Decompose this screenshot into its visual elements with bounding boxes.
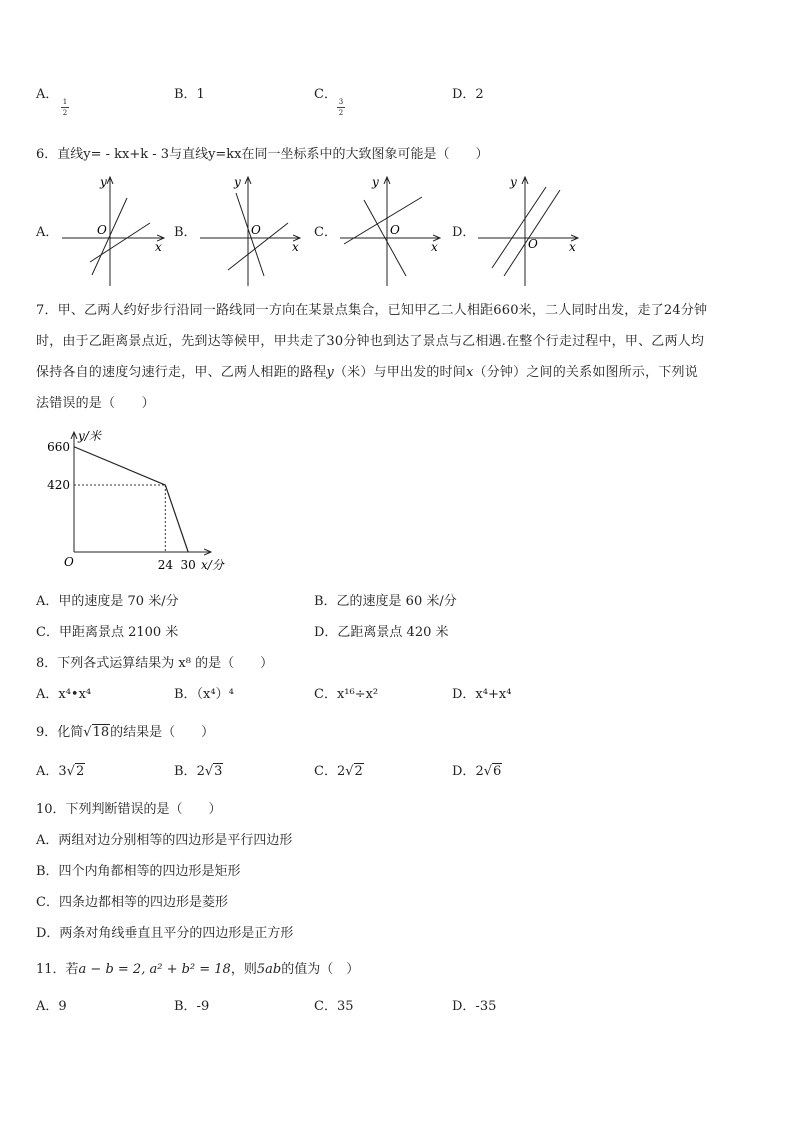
- q7-stem-text: （米）与甲出发的时间: [333, 365, 466, 380]
- q7-var-y: y: [326, 365, 334, 380]
- q11-stem-text: 的值为（ ）: [281, 962, 360, 977]
- axis-y-label: y: [234, 175, 241, 189]
- q6-graph-a: [62, 175, 164, 286]
- origin-label: O: [97, 223, 107, 237]
- axis-x-label: x: [155, 240, 162, 254]
- q5-option-a: A．: [36, 87, 59, 102]
- x-axis-label: x/分: [201, 558, 224, 572]
- q7-stem-line-4: 法错误的是（ ）: [36, 396, 155, 411]
- origin-label: O: [251, 223, 261, 237]
- axis-x-label: x: [431, 240, 438, 254]
- q7-option-b: B．乙的速度是 60 米/分: [314, 594, 457, 609]
- q11-stem: [36, 961, 359, 979]
- q5-option-c: C．: [314, 87, 337, 102]
- q7-var-x: x: [465, 365, 474, 380]
- series-line: [74, 447, 188, 552]
- line-neg-kx: [504, 190, 560, 276]
- option-label: D．: [452, 764, 476, 779]
- x-tick-label: 30: [180, 558, 196, 572]
- q10-option-a: A．两组对边分别相等的四边形是平行四边形: [36, 833, 293, 848]
- origin-label: O: [64, 555, 74, 569]
- sqrt-expression: √3: [204, 764, 223, 779]
- q10-option-c: C．四条边都相等的四边形是菱形: [36, 895, 228, 910]
- axis-y-label: y: [372, 175, 379, 189]
- axis-y-label: y: [510, 175, 517, 189]
- q7-chart: [36, 420, 246, 580]
- origin-label: O: [390, 223, 400, 237]
- q6-graph-d: [478, 175, 578, 286]
- q11-stem-text: ，则: [230, 962, 257, 977]
- q10-option-b: B．四个内角都相等的四边形是矩形: [36, 864, 241, 879]
- coefficient: 2: [196, 764, 205, 779]
- q7-stem-text: （分钟）之间的关系如图所示，下列说: [473, 365, 698, 380]
- q7-stem-text: 保持各自的速度匀速行走，甲、乙两人相距的路程: [36, 365, 327, 380]
- radicand: 3: [214, 764, 223, 779]
- axis-x-label: x: [569, 240, 576, 254]
- q9-stem-text: 9．化简: [36, 725, 84, 740]
- q9-stem-text: 的结果是（ ）: [110, 725, 215, 740]
- line-kx: [492, 187, 546, 268]
- q6-stem: 6．直线y= - kx+k - 3与直线y=kx在同一坐标系中的大致图象可能是（ ）: [36, 147, 489, 162]
- option-label: C．: [314, 764, 337, 779]
- q8-option-a: A．x⁴•x⁴: [36, 687, 92, 702]
- fraction-denominator: 2: [62, 109, 68, 117]
- q7-option-a: A．甲的速度是 70 米/分: [36, 594, 179, 609]
- axis-y-label: y: [100, 175, 107, 189]
- q8-option-b: B．（x⁴）⁴: [174, 687, 234, 702]
- coefficient: 2: [336, 764, 346, 779]
- y-axis-label: y/米: [78, 429, 101, 443]
- q9-option-b: [174, 763, 223, 781]
- q8-option-c: C．x¹⁶÷x²: [314, 687, 379, 702]
- q7-stem-line-2: 时，由于乙距离景点近，先到达等候甲，甲共走了30分钟也到达了景点与乙相遇.在整个行走过程中，甲、乙两人均: [36, 334, 705, 349]
- q5-option-d: D．2: [452, 87, 484, 102]
- sqrt-expression: √2: [345, 764, 363, 779]
- sqrt-expression: √6: [483, 764, 502, 779]
- sqrt-expression: √18: [83, 725, 110, 740]
- q5-option-b: B．1: [174, 87, 205, 102]
- q6-graph-c: [340, 175, 440, 286]
- q9-option-d: [452, 763, 502, 781]
- x-tick-label: 24: [157, 558, 173, 572]
- q6-option-d-label: D．: [452, 225, 476, 240]
- q6-graph-b: [200, 175, 300, 286]
- radicand: 18: [92, 725, 110, 740]
- q9-stem: [36, 724, 214, 742]
- q9-option-a: [36, 763, 85, 781]
- q11-equation: a − b = 2, a² + b² = 18: [78, 962, 231, 977]
- fraction-numerator: 3: [338, 98, 344, 106]
- q11-option-c: C．35: [314, 999, 354, 1014]
- q8-option-d: D．x⁴+x⁴: [452, 687, 512, 702]
- q11-expression: 5ab: [256, 962, 282, 977]
- radicand: 6: [493, 764, 502, 779]
- q7-stem: [36, 295, 758, 419]
- y-tick-label: 660: [47, 439, 70, 454]
- radicand: 2: [75, 764, 85, 779]
- q6-graphs: [0, 0, 794, 300]
- fraction-denominator: 2: [338, 109, 344, 117]
- fraction-numerator: 1: [62, 98, 68, 106]
- q7-option-c: C．甲距离景点 2100 米: [36, 625, 179, 640]
- q8-stem: 8．下列各式运算结果为 x⁸ 的是（ ）: [36, 656, 274, 671]
- sqrt-expression: √2: [66, 764, 85, 779]
- radicand: 2: [354, 764, 363, 779]
- q7-stem-line-1: 7．甲、乙两人约好步行沿同一路线同一方向在某景点集合，已知甲乙二人相距660米，二人同时出发，走了24分钟: [36, 303, 708, 318]
- option-label: B．: [174, 764, 197, 779]
- q10-stem: 10．下列判断错误的是（ ）: [36, 802, 222, 817]
- axis-x-label: x: [292, 240, 299, 254]
- q6-option-a-label: A．: [36, 225, 59, 240]
- coefficient: 3: [58, 764, 67, 779]
- y-tick-label: 420: [47, 478, 70, 493]
- origin-label: O: [528, 237, 538, 251]
- q11-stem-text: 11．若: [36, 962, 79, 977]
- q11-option-b: B．-9: [174, 999, 210, 1014]
- q9-option-c: [314, 763, 364, 781]
- q10-option-d: D．两条对角线垂直且平分的四边形是正方形: [36, 926, 294, 941]
- q11-option-d: D．-35: [452, 999, 497, 1014]
- option-label: A．: [36, 764, 59, 779]
- coefficient: 2: [475, 764, 484, 779]
- q6-option-b-label: B．: [174, 225, 197, 240]
- q7-stem-line-3: [36, 357, 758, 388]
- q11-option-a: A．9: [36, 999, 67, 1014]
- q6-option-c-label: C．: [314, 225, 337, 240]
- line-kx: [344, 197, 422, 244]
- q7-option-d: D．乙距离景点 420 米: [314, 625, 449, 640]
